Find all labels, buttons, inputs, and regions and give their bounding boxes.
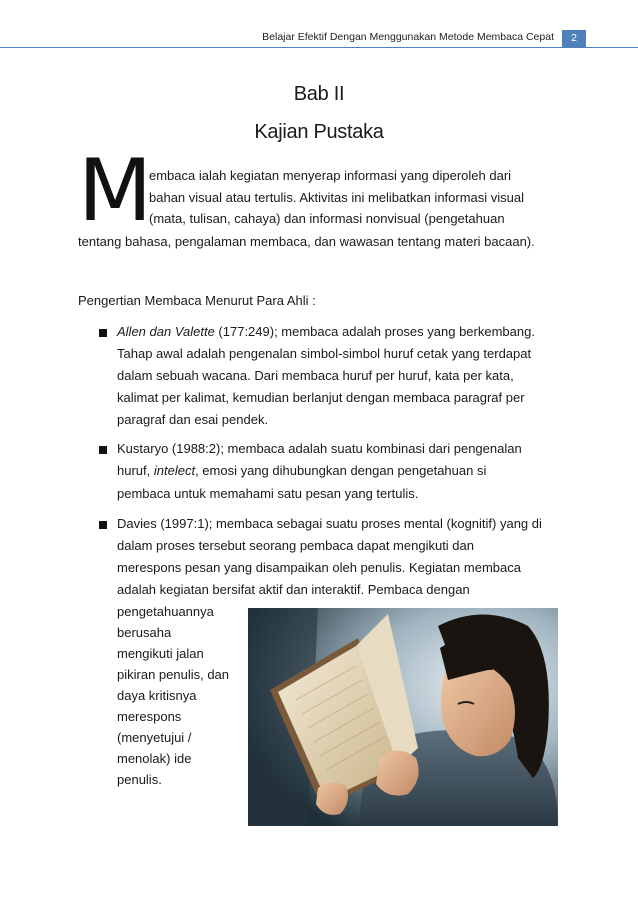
bullet-line: menolak) ide bbox=[117, 751, 192, 766]
header-title: Belajar Efektif Dengan Menggunakan Metode Membaca Cepat bbox=[262, 31, 554, 43]
italic-term: intelect bbox=[153, 463, 196, 478]
author-name: Allen dan Valette bbox=[117, 324, 215, 339]
bullet-line: Tahap awal adalah pengenalan simbol-simbol huruf cetak yang terdapat bbox=[117, 346, 532, 361]
bullet-line: merespons bbox=[117, 709, 182, 724]
chapter-number: Bab II bbox=[293, 83, 345, 105]
bullet-square-icon bbox=[99, 446, 107, 454]
bullet-line: paragraf dan esai pendek. bbox=[117, 412, 269, 427]
bullet-line: Kustaryo (1988:2); membaca adalah suatu kombinasi dari pengenalan bbox=[117, 441, 522, 456]
bullet-line: pengetahuannya bbox=[117, 604, 214, 619]
bullet-line: adalah kegiatan bersifat aktif dan interaktif. Pembaca dengan bbox=[117, 582, 470, 597]
chapter-title: Kajian Pustaka bbox=[254, 121, 384, 143]
bullet-text: (177:249); membaca adalah proses yang berkembang. bbox=[214, 324, 535, 339]
bullet-line: kalimat per kalimat, kemudian berlanjut dengan membaca paragraf per bbox=[117, 390, 525, 405]
bullet-line: merespons pesan yang disampaikan oleh penulis. Kegiatan membaca bbox=[117, 560, 521, 575]
intro-line: (mata, tulisan, cahaya) dan informasi nonvisual (pengetahuan bbox=[149, 211, 505, 226]
page-header bbox=[0, 30, 638, 48]
bullet-line: (menyetujui / bbox=[117, 730, 192, 745]
bullet-line: daya kritisnya bbox=[117, 688, 197, 703]
drop-cap: M bbox=[78, 141, 153, 241]
bullet-line: penulis. bbox=[117, 772, 162, 787]
bullet-line: mengikuti jalan bbox=[117, 646, 204, 661]
section-heading: Pengertian Membaca Menurut Para Ahli : bbox=[78, 293, 316, 308]
intro-line: embaca ialah kegiatan menyerap informasi yang diperoleh dari bbox=[149, 168, 512, 183]
header-rule bbox=[0, 47, 638, 48]
bullet-line: dalam sebuah wacana. Dari membaca huruf per huruf, kata per kata, bbox=[117, 368, 514, 383]
intro-line: bahan visual atau tertulis. Aktivitas ini melibatkan informasi visual bbox=[149, 190, 525, 205]
intro-line: tentang bahasa, pengalaman membaca, dan wawasan tentang materi bacaan). bbox=[78, 234, 535, 249]
bullet-line: pembaca untuk memahami satu pesan yang tertulis. bbox=[117, 486, 419, 501]
bullet-line: berusaha bbox=[117, 625, 172, 640]
bullet-line bbox=[117, 463, 486, 478]
bullet-line bbox=[117, 324, 535, 339]
bullet-square-icon bbox=[99, 329, 107, 337]
bullet-text: , emosi yang dihubungkan dengan pengetahuan si bbox=[195, 463, 487, 478]
bullet-line: pikiran penulis, dan bbox=[117, 667, 230, 682]
bullet-text: huruf, bbox=[117, 463, 154, 478]
page-number: 2 bbox=[562, 30, 586, 47]
bullet-square-icon bbox=[99, 521, 107, 529]
bullet-line: Davies (1997:1); membaca sebagai suatu proses mental (kognitif) yang di bbox=[117, 516, 542, 531]
bullet-line: dalam proses tersebut seorang pembaca dapat mengikuti dan bbox=[117, 538, 474, 553]
reading-girl-photo bbox=[248, 608, 558, 826]
